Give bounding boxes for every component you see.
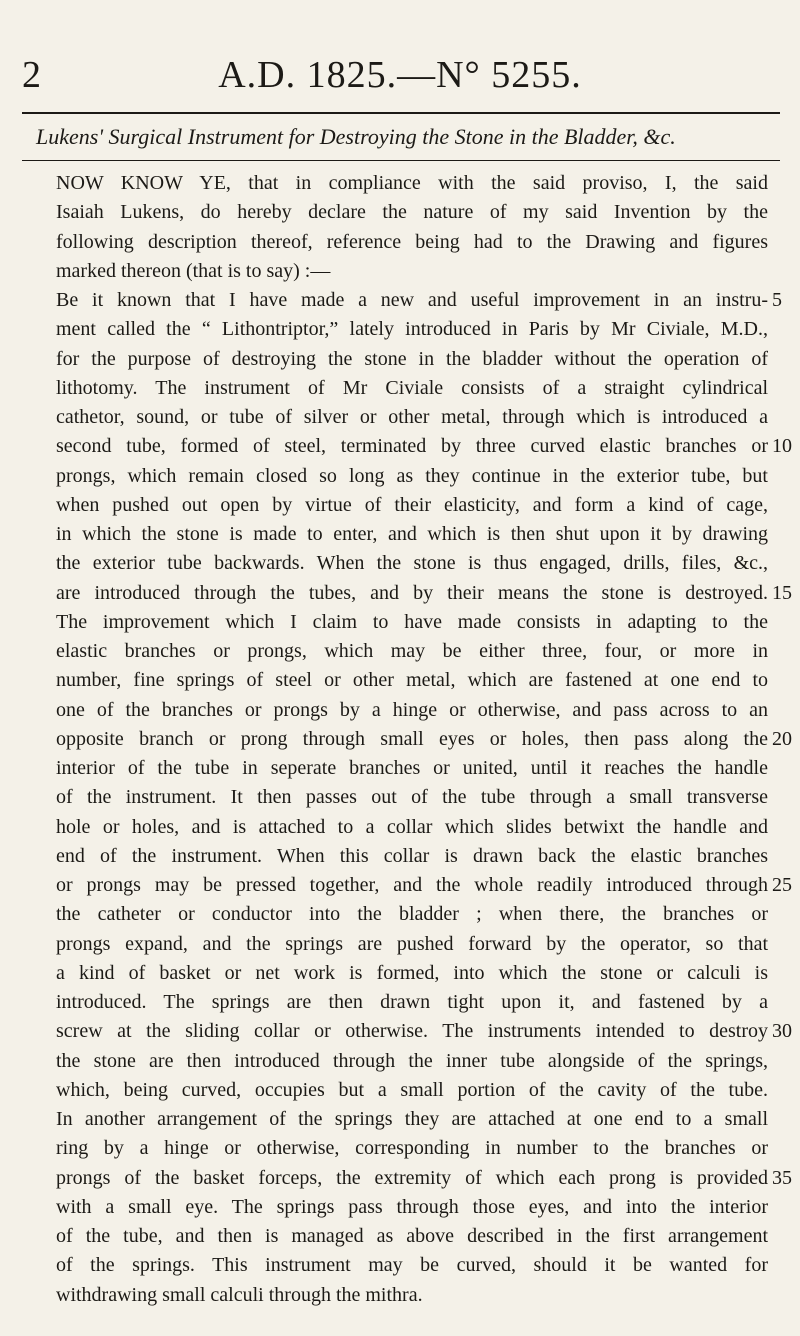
text-line: of the tube, and then is managed as above described in the first arrangement [56,1225,768,1247]
text-line: lithotomy. The instrument of Mr Civiale consists of a straight cylindrical [56,376,768,399]
text-line: in which the stone is made to enter, and which is then shut upon it by drawing [56,523,768,545]
text-line: In another arrangement of the springs they are attached at one end to a small [56,1108,768,1130]
text-line: following description thereof, reference being had to the Drawing and figures [56,230,768,253]
page-number: 2 [22,54,41,96]
text-line: when pushed out open by virtue of their elasticity, and form a kind of cage, [56,493,768,516]
text-line: the catheter or conductor into the bladder ; when there, the branches or [56,903,768,926]
subtitle-rule [22,160,780,161]
text-line: withdrawing small calculi through the mithra. [56,1283,423,1306]
text-line: opposite branch or prong through small eyes or holes, then pass along the [56,727,768,750]
margin-line-number: 20 [772,727,792,750]
text-line: number, fine springs of steel or other metal, which are fastened at one end to [56,669,768,692]
text-line: prongs of the basket forceps, the extremity of which each prong is provided [56,1166,768,1189]
margin-line-number: 5 [772,289,782,311]
text-line: with a small eye. The springs pass through those eyes, and into the interior [56,1195,768,1218]
text-line: second tube, formed of steel, terminated by three curved elastic branches or [56,435,768,458]
margin-line-number: 15 [772,581,792,604]
text-line: The improvement which I claim to have made consists in adapting to the [56,610,768,633]
margin-line-number: 30 [772,1020,792,1043]
text-line: introduced. The springs are then drawn tight upon it, and fastened by a [56,991,768,1013]
text-line: screw at the sliding collar or otherwise. The instruments intended to destroy [56,1020,768,1043]
page-title: A.D. 1825.—N° 5255. [218,54,582,96]
text-line: a kind of basket or net work is formed, into which the stone or calculi is [56,961,768,984]
text-line: NOW KNOW YE, that in compliance with the said proviso, I, the said [56,172,768,194]
text-line: are introduced through the tubes, and by their means the stone is destroyed. [56,581,768,604]
text-line: or prongs may be pressed together, and the whole readily introduced through [56,874,768,896]
margin-line-number: 25 [772,874,792,896]
text-line: Isaiah Lukens, do hereby declare the nature of my said Invention by the [56,201,768,224]
text-line: the stone are then introduced through the inner tube alongside of the springs, [56,1049,768,1072]
text-line: of the instrument. It then passes out of the tube through a small transverse [56,786,768,809]
text-line: Be it known that I have made a new and useful improvement in an instru- [56,289,768,311]
text-line: interior of the tube in seperate branches or united, until it reaches the handle [56,757,768,779]
text-line: one of the branches or prongs by a hinge or otherwise, and pass across to an [56,698,768,721]
text-line: for the purpose of destroying the stone in the bladder without the operation of [56,347,768,370]
margin-line-number: 10 [772,435,792,458]
text-line: prongs, which remain closed so long as they continue in the exterior tube, but [56,464,768,487]
text-line: ring by a hinge or otherwise, corresponding in number to the branches or [56,1137,768,1160]
text-line: marked thereon (that is to say) :— [56,259,331,282]
text-line: hole or holes, and is attached to a collar which slides betwixt the handle and [56,815,768,838]
text-line: which, being curved, occupies but a small portion of the cavity of the tube. [56,1078,768,1101]
text-line: prongs expand, and the springs are pushed forward by the operator, so that [56,932,768,955]
text-line: end of the instrument. When this collar is drawn back the elastic branches [56,844,768,867]
body-text [56,169,768,1310]
text-line: elastic branches or prongs, which may be either three, four, or more in [56,640,768,662]
header-rule [22,112,780,114]
running-subtitle: Lukens' Surgical Instrument for Destroying the Stone in the Bladder, &c. [36,124,676,149]
margin-line-number: 35 [772,1166,792,1189]
text-line: of the springs. This instrument may be curved, should it be wanted for [56,1254,768,1277]
text-line: the exterior tube backwards. When the stone is thus engaged, drills, files, &c., [56,552,768,575]
text-line: ment called the “ Lithontriptor,” lately introduced in Paris by Mr Civiale, M.D., [56,318,768,341]
text-line: cathetor, sound, or tube of silver or other metal, through which is introduced a [56,406,768,428]
